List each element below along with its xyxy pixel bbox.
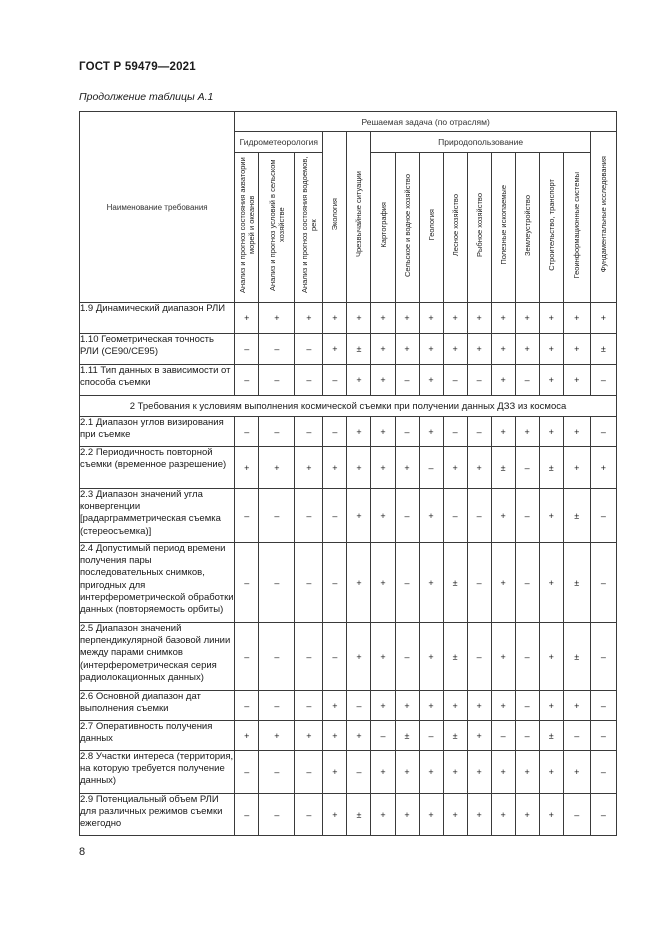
value-cell: +: [323, 721, 347, 751]
value-cell: +: [235, 721, 259, 751]
value-cell: –: [467, 489, 491, 543]
value-cell: ±: [590, 334, 616, 365]
column-header: Землеустройство: [515, 153, 539, 303]
table-row: [80, 447, 617, 489]
value-cell: ±: [443, 721, 467, 751]
value-cell: ±: [347, 334, 371, 365]
value-cell: +: [259, 721, 295, 751]
value-cell: +: [491, 303, 515, 334]
value-cell: –: [590, 751, 616, 794]
column-header: Фундаментальные исследования: [590, 132, 616, 303]
value-cell: +: [419, 417, 443, 447]
table-row: [80, 303, 617, 334]
value-cell: +: [347, 365, 371, 396]
section-2-title: 2 Требования к условиям выполнения космической съемки при получении данных ДЗЗ из космоса: [80, 396, 617, 417]
value-cell: +: [371, 417, 395, 447]
value-cell: +: [295, 721, 323, 751]
value-cell: –: [295, 794, 323, 836]
value-cell: –: [347, 691, 371, 721]
value-cell: –: [590, 794, 616, 836]
value-cell: –: [323, 543, 347, 623]
value-cell: +: [491, 623, 515, 691]
value-cell: +: [371, 365, 395, 396]
group-header-hydrometeorology: Гидрометеорология: [235, 132, 323, 153]
value-cell: –: [235, 417, 259, 447]
value-cell: –: [259, 417, 295, 447]
value-cell: +: [515, 334, 539, 365]
value-cell: +: [259, 447, 295, 489]
value-cell: +: [467, 303, 491, 334]
value-cell: +: [563, 751, 590, 794]
value-cell: +: [563, 417, 590, 447]
value-cell: –: [467, 365, 491, 396]
value-cell: –: [443, 417, 467, 447]
value-cell: –: [395, 417, 419, 447]
value-cell: +: [515, 794, 539, 836]
value-cell: +: [491, 691, 515, 721]
value-cell: –: [259, 543, 295, 623]
value-cell: +: [347, 721, 371, 751]
column-header: Геоинформационные системы: [563, 153, 590, 303]
value-cell: –: [235, 623, 259, 691]
value-cell: ±: [563, 489, 590, 543]
value-cell: +: [515, 751, 539, 794]
value-cell: +: [347, 623, 371, 691]
table-row: [80, 691, 617, 721]
value-cell: –: [259, 751, 295, 794]
table-row: [80, 794, 617, 836]
table-row: [80, 334, 617, 365]
value-cell: +: [563, 447, 590, 489]
value-cell: +: [467, 447, 491, 489]
value-cell: +: [323, 751, 347, 794]
value-cell: –: [323, 365, 347, 396]
value-cell: +: [539, 303, 563, 334]
value-cell: –: [295, 691, 323, 721]
value-cell: +: [491, 417, 515, 447]
value-cell: +: [395, 691, 419, 721]
value-cell: +: [371, 489, 395, 543]
value-cell: +: [563, 365, 590, 396]
value-cell: –: [295, 365, 323, 396]
column-header: Строительство, транспорт: [539, 153, 563, 303]
value-cell: +: [419, 489, 443, 543]
value-cell: –: [563, 794, 590, 836]
value-cell: +: [295, 303, 323, 334]
column-header: Анализ и прогноз условий в сельском хозяйстве: [259, 153, 295, 303]
value-cell: +: [419, 794, 443, 836]
requirement-name: 2.4 Допустимый период времени получения пары последовательных снимков, пригодных для интерферометрической обработки данных (повторяемость орбиты): [80, 543, 235, 623]
value-cell: –: [259, 691, 295, 721]
value-cell: –: [259, 489, 295, 543]
value-cell: +: [539, 751, 563, 794]
value-cell: –: [395, 365, 419, 396]
column-header: Экология: [323, 132, 347, 303]
value-cell: +: [323, 794, 347, 836]
value-cell: +: [443, 334, 467, 365]
value-cell: +: [491, 751, 515, 794]
column-header: Лесное хозяйство: [443, 153, 467, 303]
value-cell: +: [563, 691, 590, 721]
value-cell: +: [419, 751, 443, 794]
value-cell: –: [590, 623, 616, 691]
value-cell: +: [467, 751, 491, 794]
value-cell: +: [539, 794, 563, 836]
value-cell: +: [539, 543, 563, 623]
value-cell: +: [539, 691, 563, 721]
value-cell: –: [467, 417, 491, 447]
value-cell: +: [491, 543, 515, 623]
column-header: Анализ и прогноз состояния акватории морей и океанов: [235, 153, 259, 303]
table-row: [80, 417, 617, 447]
value-cell: +: [347, 489, 371, 543]
value-cell: +: [323, 303, 347, 334]
value-cell: –: [491, 721, 515, 751]
value-cell: +: [371, 623, 395, 691]
table-row: [80, 543, 617, 623]
value-cell: –: [323, 623, 347, 691]
value-cell: +: [235, 447, 259, 489]
value-cell: +: [443, 447, 467, 489]
value-cell: +: [371, 543, 395, 623]
value-cell: +: [419, 543, 443, 623]
value-cell: +: [371, 447, 395, 489]
value-cell: +: [515, 303, 539, 334]
value-cell: –: [515, 489, 539, 543]
value-cell: ±: [395, 721, 419, 751]
value-cell: +: [443, 794, 467, 836]
value-cell: ±: [491, 447, 515, 489]
value-cell: –: [515, 721, 539, 751]
value-cell: +: [419, 623, 443, 691]
requirement-name: 2.1 Диапазон углов визирования при съемке: [80, 417, 235, 447]
value-cell: –: [563, 721, 590, 751]
section-2-rows: [80, 417, 617, 836]
value-cell: –: [235, 794, 259, 836]
value-cell: +: [491, 334, 515, 365]
value-cell: –: [259, 794, 295, 836]
value-cell: +: [491, 489, 515, 543]
table-row: [80, 721, 617, 751]
value-cell: –: [295, 417, 323, 447]
value-cell: –: [323, 417, 347, 447]
value-cell: +: [590, 447, 616, 489]
value-cell: –: [295, 543, 323, 623]
requirements-table: [79, 111, 617, 836]
requirement-name: 2.6 Основной диапазон дат выполнения съемки: [80, 691, 235, 721]
value-cell: +: [347, 417, 371, 447]
column-header: Полезные ископаемые: [491, 153, 515, 303]
value-cell: +: [323, 691, 347, 721]
value-cell: +: [371, 751, 395, 794]
table-row: [80, 365, 617, 396]
value-cell: +: [395, 303, 419, 334]
value-cell: +: [347, 447, 371, 489]
value-cell: +: [323, 447, 347, 489]
requirement-name: 2.9 Потенциальный объем РЛИ для различных режимов съемки ежегодно: [80, 794, 235, 836]
value-cell: +: [347, 303, 371, 334]
value-cell: +: [419, 691, 443, 721]
column-header: Рыбное хозяйство: [467, 153, 491, 303]
requirement-name: 2.3 Диапазон значений угла конвергенции [радарграмметрическая съемка (стереосъемка)]: [80, 489, 235, 543]
value-cell: –: [235, 365, 259, 396]
value-cell: –: [515, 623, 539, 691]
table-row: [80, 751, 617, 794]
requirement-name: 2.8 Участки интереса (территория, на которую требуется получение данных): [80, 751, 235, 794]
value-cell: +: [419, 365, 443, 396]
value-cell: +: [371, 303, 395, 334]
value-cell: +: [395, 447, 419, 489]
value-cell: –: [295, 489, 323, 543]
value-cell: –: [467, 623, 491, 691]
value-cell: +: [323, 334, 347, 365]
value-cell: –: [295, 751, 323, 794]
value-cell: ±: [347, 794, 371, 836]
value-cell: –: [259, 623, 295, 691]
value-cell: –: [295, 623, 323, 691]
value-cell: –: [235, 489, 259, 543]
value-cell: –: [443, 489, 467, 543]
value-cell: –: [590, 417, 616, 447]
value-cell: –: [590, 365, 616, 396]
value-cell: +: [539, 417, 563, 447]
value-cell: –: [590, 721, 616, 751]
value-cell: –: [395, 543, 419, 623]
value-cell: –: [443, 365, 467, 396]
section-1-rows: [80, 303, 617, 396]
value-cell: +: [395, 794, 419, 836]
table-row: [80, 489, 617, 543]
value-cell: +: [539, 365, 563, 396]
value-cell: –: [515, 543, 539, 623]
column-header: Чрезвычайные ситуации: [347, 132, 371, 303]
value-cell: –: [419, 721, 443, 751]
value-cell: –: [590, 489, 616, 543]
value-cell: –: [467, 543, 491, 623]
value-cell: +: [419, 303, 443, 334]
task-header: Решаемая задача (по отраслям): [235, 112, 617, 132]
table-caption: Продолжение таблицы А.1: [79, 91, 214, 103]
value-cell: +: [295, 447, 323, 489]
value-cell: –: [259, 334, 295, 365]
value-cell: +: [467, 691, 491, 721]
value-cell: ±: [539, 721, 563, 751]
page-number: 8: [79, 846, 86, 858]
value-cell: +: [467, 334, 491, 365]
value-cell: +: [371, 334, 395, 365]
requirement-name: 1.9 Динамический диапазон РЛИ: [80, 303, 235, 334]
value-cell: ±: [443, 623, 467, 691]
value-cell: +: [467, 794, 491, 836]
value-cell: +: [347, 543, 371, 623]
value-cell: –: [295, 334, 323, 365]
value-cell: +: [371, 794, 395, 836]
value-cell: +: [491, 794, 515, 836]
requirement-name: 2.5 Диапазон значений перпендикулярной базовой линии между парами снимков (интерферометрическая серия радиолокационных данных): [80, 623, 235, 691]
requirement-name: 2.2 Периодичность повторной съемки (временное разрешение): [80, 447, 235, 489]
value-cell: –: [395, 623, 419, 691]
group-header-nature-use: Природопользование: [371, 132, 590, 153]
value-cell: ±: [539, 447, 563, 489]
value-cell: +: [395, 334, 419, 365]
value-cell: +: [443, 751, 467, 794]
value-cell: +: [259, 303, 295, 334]
column-header: Анализ и прогноз состояния водоемов, рек: [295, 153, 323, 303]
value-cell: –: [590, 691, 616, 721]
name-column-header: Наименование требования: [80, 112, 235, 303]
value-cell: –: [259, 365, 295, 396]
value-cell: –: [590, 543, 616, 623]
column-header: Сельское и водное хозяйство: [395, 153, 419, 303]
value-cell: –: [347, 751, 371, 794]
table-row: [80, 623, 617, 691]
value-cell: –: [515, 447, 539, 489]
requirement-name: 2.7 Оперативность получения данных: [80, 721, 235, 751]
requirement-name: 1.11 Тип данных в зависимости от способа съемки: [80, 365, 235, 396]
document-header: ГОСТ Р 59479—2021: [79, 61, 196, 73]
value-cell: –: [515, 691, 539, 721]
column-header: Геология: [419, 153, 443, 303]
value-cell: –: [235, 334, 259, 365]
value-cell: +: [491, 365, 515, 396]
value-cell: +: [563, 334, 590, 365]
requirement-name: 1.10 Геометрическая точность РЛИ (CE90/CE95): [80, 334, 235, 365]
value-cell: –: [323, 489, 347, 543]
value-cell: +: [515, 417, 539, 447]
value-cell: +: [371, 691, 395, 721]
value-cell: +: [539, 623, 563, 691]
value-cell: ±: [563, 543, 590, 623]
value-cell: –: [515, 365, 539, 396]
value-cell: –: [395, 489, 419, 543]
column-header: Картография: [371, 153, 395, 303]
value-cell: –: [371, 721, 395, 751]
value-cell: +: [467, 721, 491, 751]
value-cell: +: [539, 334, 563, 365]
value-cell: +: [443, 691, 467, 721]
value-cell: ±: [443, 543, 467, 623]
value-cell: –: [235, 751, 259, 794]
value-cell: +: [443, 303, 467, 334]
value-cell: +: [235, 303, 259, 334]
value-cell: +: [563, 303, 590, 334]
value-cell: ±: [563, 623, 590, 691]
value-cell: +: [590, 303, 616, 334]
value-cell: +: [539, 489, 563, 543]
value-cell: +: [395, 751, 419, 794]
value-cell: –: [235, 543, 259, 623]
value-cell: –: [419, 447, 443, 489]
value-cell: +: [419, 334, 443, 365]
value-cell: –: [235, 691, 259, 721]
